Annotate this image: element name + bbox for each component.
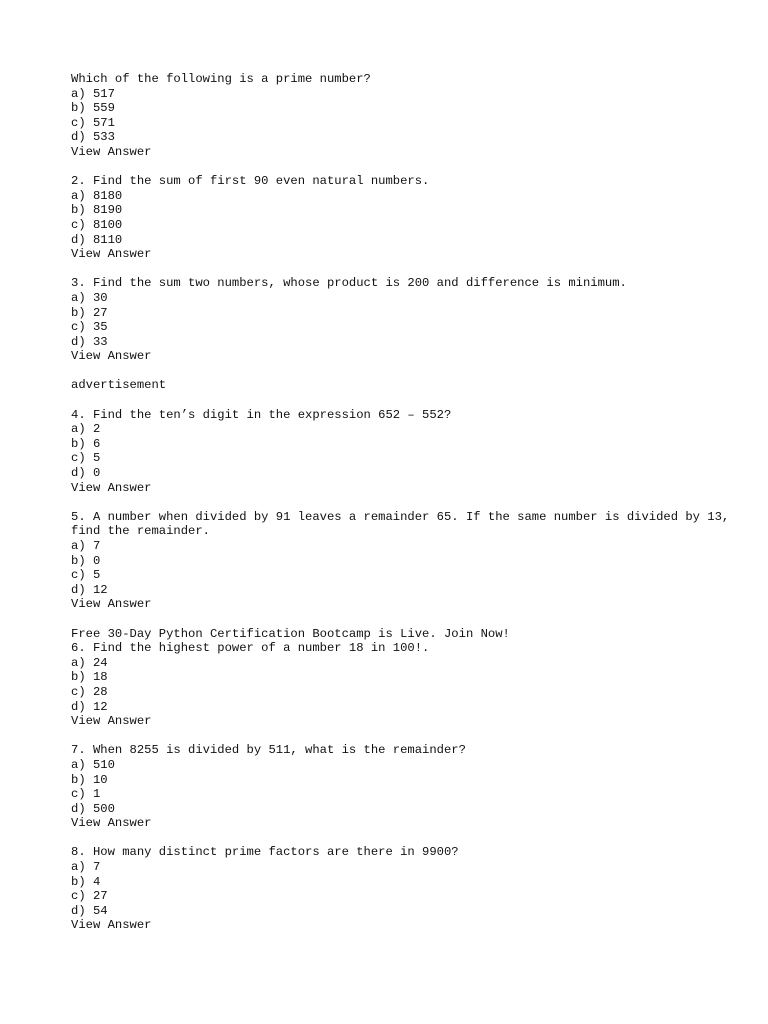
question-text: Which of the following is a prime number? <box>71 72 371 86</box>
question-block <box>71 509 737 612</box>
view-answer-link[interactable]: View Answer <box>71 714 152 729</box>
option-d: d) 0 <box>71 466 101 481</box>
option-b: b) 10 <box>71 772 108 787</box>
option-b: b) 8190 <box>71 203 123 218</box>
option-b: b) 0 <box>71 553 101 568</box>
option-d: d) 54 <box>71 903 108 918</box>
question-text: 7. When 8255 is divided by 511, what is the remainder? <box>71 743 466 758</box>
option-d: d) 33 <box>71 334 108 349</box>
option-b: b) 559 <box>71 101 115 116</box>
option-b: b) 27 <box>71 305 108 320</box>
option-c: c) 27 <box>71 889 108 904</box>
question-text: 8. How many distinct prime factors are there in 9900? <box>71 845 459 860</box>
spacer <box>71 262 731 277</box>
option-c: c) 35 <box>71 320 108 335</box>
spacer <box>71 831 731 846</box>
option-c: c) 28 <box>71 684 108 699</box>
option-b: b) 6 <box>71 436 101 451</box>
option-c: c) 8100 <box>71 217 123 232</box>
view-answer-link[interactable]: View Answer <box>71 144 152 159</box>
view-answer-link[interactable]: View Answer <box>71 349 152 364</box>
question-text: 4. Find the ten’s digit in the expression 652 – 552? <box>71 407 452 422</box>
question-block <box>71 845 731 933</box>
option-b: b) 18 <box>71 670 108 685</box>
option-d: d) 12 <box>71 582 108 597</box>
option-c: c) 5 <box>71 568 101 583</box>
question-block <box>71 743 731 831</box>
option-d: d) 8110 <box>71 232 123 247</box>
view-answer-link[interactable]: View Answer <box>71 918 152 933</box>
question-block <box>71 408 731 496</box>
advertisement-label: advertisement <box>71 378 167 393</box>
spacer <box>71 393 731 408</box>
option-c: c) 571 <box>71 115 115 130</box>
option-a: a) 7 <box>71 539 101 553</box>
spacer <box>71 612 731 627</box>
question-text: 2. Find the sum of first 90 even natural numbers. <box>71 174 430 189</box>
option-a: a) 8180 <box>71 188 123 203</box>
option-c: c) 1 <box>71 787 101 802</box>
option-a: a) 2 <box>71 422 101 437</box>
option-a: a) 30 <box>71 290 108 305</box>
question-block <box>71 174 731 262</box>
promo-link[interactable]: Free 30-Day Python Certification Bootcamp is Live. Join Now! <box>71 626 510 641</box>
question-block <box>71 72 731 160</box>
view-answer-link[interactable]: View Answer <box>71 480 152 495</box>
view-answer-link[interactable]: View Answer <box>71 816 152 831</box>
question-text: 6. Find the highest power of a number 18 in 100!. <box>71 641 430 656</box>
question-block <box>71 276 731 364</box>
option-c: c) 5 <box>71 451 101 466</box>
document-page <box>71 72 737 933</box>
option-d: d) 533 <box>71 130 115 145</box>
option-b: b) 4 <box>71 874 101 889</box>
option-a: a) 7 <box>71 860 101 875</box>
option-a: a) 517 <box>71 86 115 101</box>
question-text: 5. A number when divided by 91 leaves a remainder 65. If the same number is divided by 13, find the remainder. <box>71 509 737 539</box>
question-block <box>71 627 731 729</box>
option-a: a) 24 <box>71 655 108 670</box>
spacer <box>71 495 731 510</box>
option-a: a) 510 <box>71 757 115 772</box>
spacer <box>71 729 731 744</box>
option-d: d) 500 <box>71 801 115 816</box>
option-d: d) 12 <box>71 699 108 714</box>
spacer <box>71 160 731 175</box>
question-text: 3. Find the sum two numbers, whose product is 200 and difference is minimum. <box>71 276 627 291</box>
spacer <box>71 364 731 379</box>
view-answer-link[interactable]: View Answer <box>71 597 152 612</box>
view-answer-link[interactable]: View Answer <box>71 247 152 262</box>
